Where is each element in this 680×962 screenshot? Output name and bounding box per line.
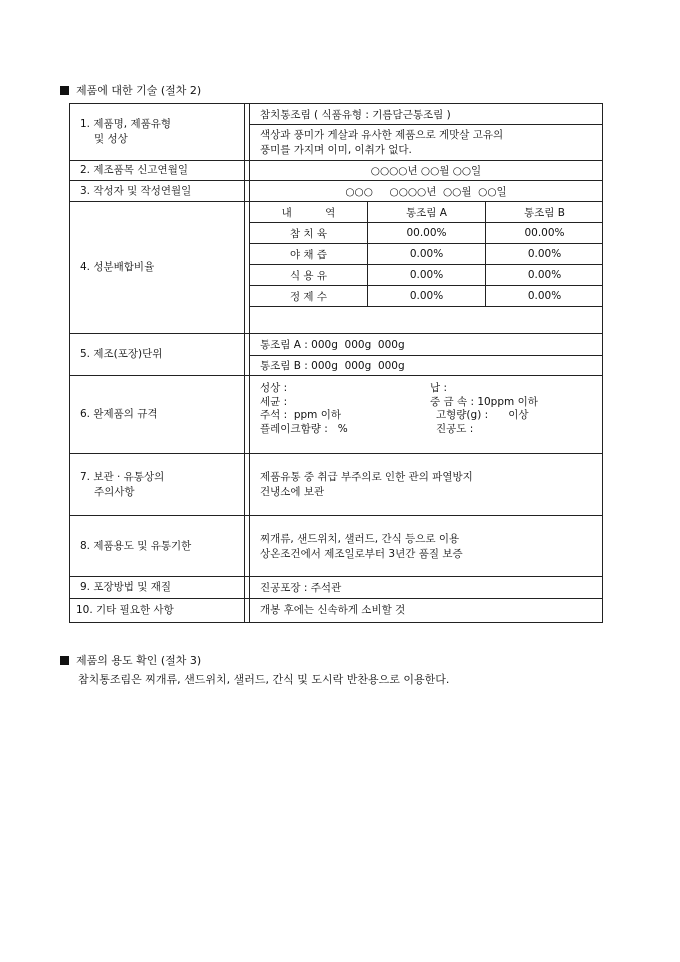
table-row-specification	[70, 376, 602, 454]
row-label	[70, 454, 245, 515]
storage-line: 건냉소에 보관	[260, 486, 325, 498]
other-value: 개봉 후에는 신속하게 소비할 것	[260, 604, 406, 616]
row-value	[249, 104, 602, 160]
author-date-value: ○○○ ○○○○년 ○○월 ○○일	[249, 181, 602, 201]
ingredient-name: 정 제 수	[289, 290, 328, 303]
column-header: 통조림 A	[406, 206, 447, 219]
description-line: 풍미를 가지며 이미, 이취가 없다.	[260, 144, 412, 156]
row-value	[249, 454, 602, 515]
row-value	[249, 334, 602, 375]
row-value	[249, 599, 602, 622]
square-bullet-icon	[60, 656, 69, 665]
spec-heavy-metal: 중 금 속 : 10ppm 이하	[430, 396, 538, 408]
row-label: 10. 기타 필요한 사항	[70, 599, 245, 622]
label-line: 주의사항	[94, 485, 135, 498]
table-row-composition	[70, 202, 602, 334]
ratio-a: 00.00%	[406, 227, 447, 239]
ratio-b: 0.00%	[527, 248, 562, 260]
column-header: 통조림 B	[524, 206, 565, 219]
ratio-a: 0.00%	[409, 269, 444, 281]
spec-tin: 주석 : ppm 이하	[260, 409, 342, 421]
row-value	[249, 376, 602, 453]
packing-unit-a: 통조림 A : 000g 000g 000g	[260, 339, 405, 351]
ratio-b: 00.00%	[524, 227, 565, 239]
row-label: 8. 제품용도 및 유통기한	[70, 516, 245, 576]
ratio-a: 0.00%	[409, 290, 444, 302]
usage-line: 찌개류, 샌드위치, 샐러드, 간식 등으로 이용	[260, 533, 460, 545]
spec-appearance: 성상 :	[260, 382, 288, 394]
table-row-product-name	[70, 104, 602, 161]
row-label: 9. 포장방법 및 재질	[70, 577, 245, 598]
report-date-value: ○○○○년 ○○월 ○○일	[249, 161, 602, 180]
square-bullet-icon	[60, 86, 69, 95]
ingredient-name: 야 채 즙	[289, 248, 328, 261]
table-row-other	[70, 599, 602, 622]
section-title: 제품의 용도 확인 (절차 3)	[76, 654, 202, 667]
packing-unit-b: 통조림 B : 000g 000g 000g	[260, 360, 405, 372]
table-row-usage	[70, 516, 602, 577]
product-spec-table	[69, 103, 603, 623]
table-row-storage	[70, 454, 602, 516]
row-label: 3. 작성자 및 작성연월일	[70, 181, 245, 201]
row-label: 5. 제조(포장)단위	[70, 334, 245, 375]
packaging-value: 진공포장 : 주석관	[260, 582, 342, 594]
spec-bacteria: 세균 :	[260, 396, 288, 408]
description-line: 색상과 풍미가 게살과 유사한 제품으로 게맛살 고유의	[260, 129, 504, 141]
table-row-packing-unit	[70, 334, 602, 376]
product-name: 참치통조림 ( 식품유형 : 기름담근통조림 )	[260, 109, 451, 121]
row-value	[249, 577, 602, 598]
table-row-packaging	[70, 577, 602, 599]
usage-line: 상온조건에서 제조일로부터 3년간 품질 보증	[260, 548, 463, 560]
row-label: 6. 완제품의 규격	[70, 376, 245, 453]
table-row-author	[70, 181, 602, 202]
spec-lead: 납 :	[430, 382, 448, 394]
row-value	[249, 516, 602, 576]
ratio-a: 0.00%	[409, 248, 444, 260]
row-label: 4. 성분배합비율	[70, 202, 245, 333]
label-line: 및 성상	[94, 133, 128, 145]
ratio-b: 0.00%	[527, 290, 562, 302]
usage-paragraph: 참치통조림은 찌개류, 샌드위치, 샐러드, 간식 및 도시락 반찬용으로 이용한다.	[78, 673, 450, 686]
row-label	[70, 104, 245, 160]
section-heading-product-description	[60, 82, 201, 98]
composition-table	[249, 202, 602, 333]
row-label: 2. 제조품목 신고연월일	[70, 161, 245, 180]
column-header: 내 역	[281, 206, 336, 219]
ingredient-name: 식 용 유	[289, 269, 328, 282]
spec-flake: 플레이크함량 : %	[260, 423, 348, 435]
storage-line: 제품유통 중 취급 부주의로 인한 관의 파열방지	[260, 471, 473, 483]
label-line: 1. 제품명, 제품유형	[80, 118, 172, 130]
ratio-b: 0.00%	[527, 269, 562, 281]
table-row-report-date	[70, 161, 602, 181]
section-heading-usage-confirmation	[60, 652, 201, 668]
spec-vacuum: 진공도 :	[436, 423, 474, 435]
spec-solid-weight: 고형량(g) : 이상	[436, 409, 529, 421]
label-line: 7. 보관 · 유통상의	[80, 470, 165, 483]
ingredient-name: 참 치 육	[289, 227, 328, 240]
section-title: 제품에 대한 기술 (절차 2)	[76, 84, 202, 97]
